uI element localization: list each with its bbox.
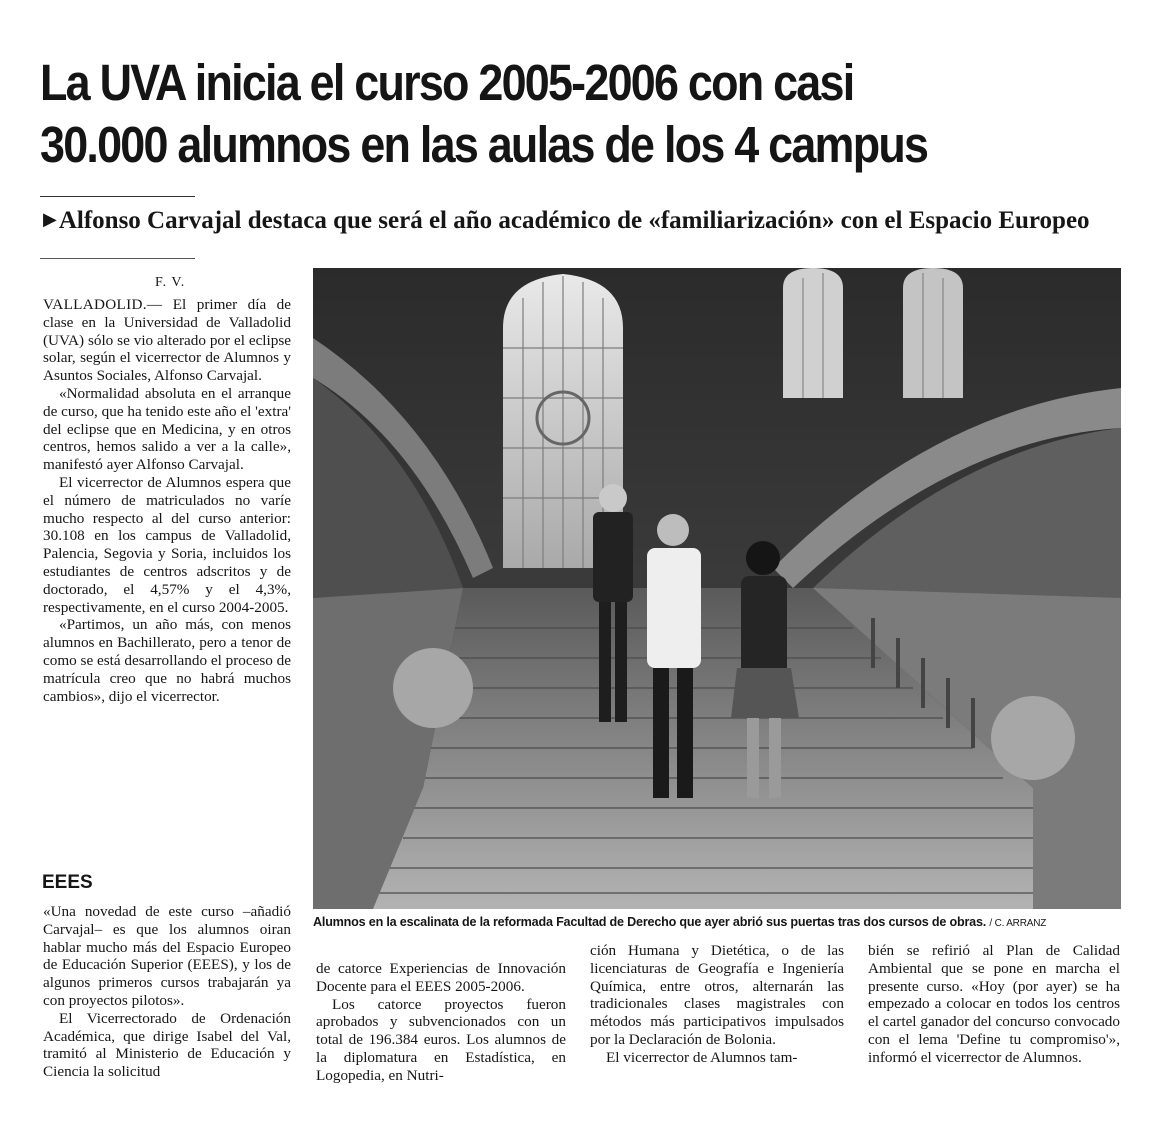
paragraph: «Una novedad de este curso –añadió Carvajal– es que los alumnos oiran hablar mucho más del Espacio Europeo de Educación Superior (EEES), y los de algunos primeros cursos trabajarán ya con proyectos pilotos». <box>43 903 291 1009</box>
photo-caption <box>313 915 1123 929</box>
lead-paragraph <box>43 296 291 385</box>
news-photo <box>313 268 1121 909</box>
caption-text: Alumnos en la escalinata de la reformada Facultad de Derecho que ayer abrió sus puertas tras dos cursos de obras. <box>313 915 987 929</box>
section-title-eees: EEES <box>42 872 93 893</box>
headline-line-2: 30.000 alumnos en las aulas de los 4 campus <box>40 116 928 173</box>
paragraph: El Vicerrectorado de Ordenación Académica, que dirige Isabel del Val, tramitó al Ministerio de Educación y Ciencia la solicitud <box>43 1009 291 1081</box>
headline <box>40 52 1017 176</box>
headline-line-1: La UVA inicia el curso 2005-2006 con casi <box>40 54 854 111</box>
subheadline <box>43 203 1163 237</box>
photo-credit: / C. ARRANZ <box>989 918 1047 929</box>
paragraph: bién se refirió al Plan de Calidad Ambiental que se pone en marcha el presente curso. «Hoy (por ayer) se ha empezado a colocar en todos los centros el cartel ganador del concurso convocado con el lema 'Define tu compromiso'», informó el vicerrector de Alumnos. <box>868 942 1120 1066</box>
column-1-continued <box>43 903 291 1081</box>
paragraph: ción Humana y Dietética, o de las licenciaturas de Geografía e Ingeniería Química, entre otros, alternarán las tradicionales clases magistrales con métodos más participativos impulsados por la Declaración de Bolonia. <box>590 942 844 1048</box>
subheadline-text: Alfonso Carvajal destaca que será el año académico de «familiarización» con el Espacio Europeo <box>58 207 1090 234</box>
column-2 <box>316 960 566 1085</box>
column-4 <box>868 942 1120 1067</box>
divider-rule <box>40 196 195 197</box>
paragraph: «Normalidad absoluta en el arranque de curso, que ha tenido este año el 'extra' del eclipse que en Medicina, y en otros centros, hemos salido a ver a la calle», manifestó ayer Alfonso Carvajal. <box>43 384 291 474</box>
dateline: VALLADOLID.— <box>43 296 163 313</box>
paragraph: «Partimos, un año más, con menos alumnos en Bachillerato, pero a tenor de como se está desarrollando el proceso de matrícula creo que no habrá muchos cambios», dijo el vicerrector. <box>43 616 291 705</box>
staircase-photo-illustration <box>313 268 1121 909</box>
triangle-bullet-icon: ▶ <box>43 209 57 229</box>
column-1 <box>43 296 291 705</box>
paragraph: El vicerrector de Alumnos tam- <box>606 1048 798 1066</box>
paragraph: El vicerrector de Alumnos espera que el número de matriculados no varíe mucho respecto al del curso anterior: 30.108 en los campus de Valladolid, Palencia, Segovia y Soria, incluidos los estudiantes de centros adscritos y de doctorado, el 4,57% y el 4,3%, respectivamente, en el curso 2004-2005. <box>43 473 291 616</box>
column-3 <box>590 942 844 1067</box>
byline: F. V. <box>155 275 186 290</box>
paragraph: de catorce Experiencias de Innovación Docente para el EEES 2005-2006. <box>316 960 566 995</box>
byline-rule <box>40 258 195 259</box>
paragraph: Los catorce proyectos fueron aprobados y subvencionados con un total de 196.384 euros. Los alumnos de la diplomatura en Estadística, en Logopedia, en Nutri- <box>316 995 566 1084</box>
paragraph-text: El primer día de clase en la Universidad de Valladolid (UVA) sólo se vio alterado por el eclipse solar, según el vicerrector de Alumnos y Asuntos Sociales, Alfonso Carvajal. <box>43 296 291 385</box>
